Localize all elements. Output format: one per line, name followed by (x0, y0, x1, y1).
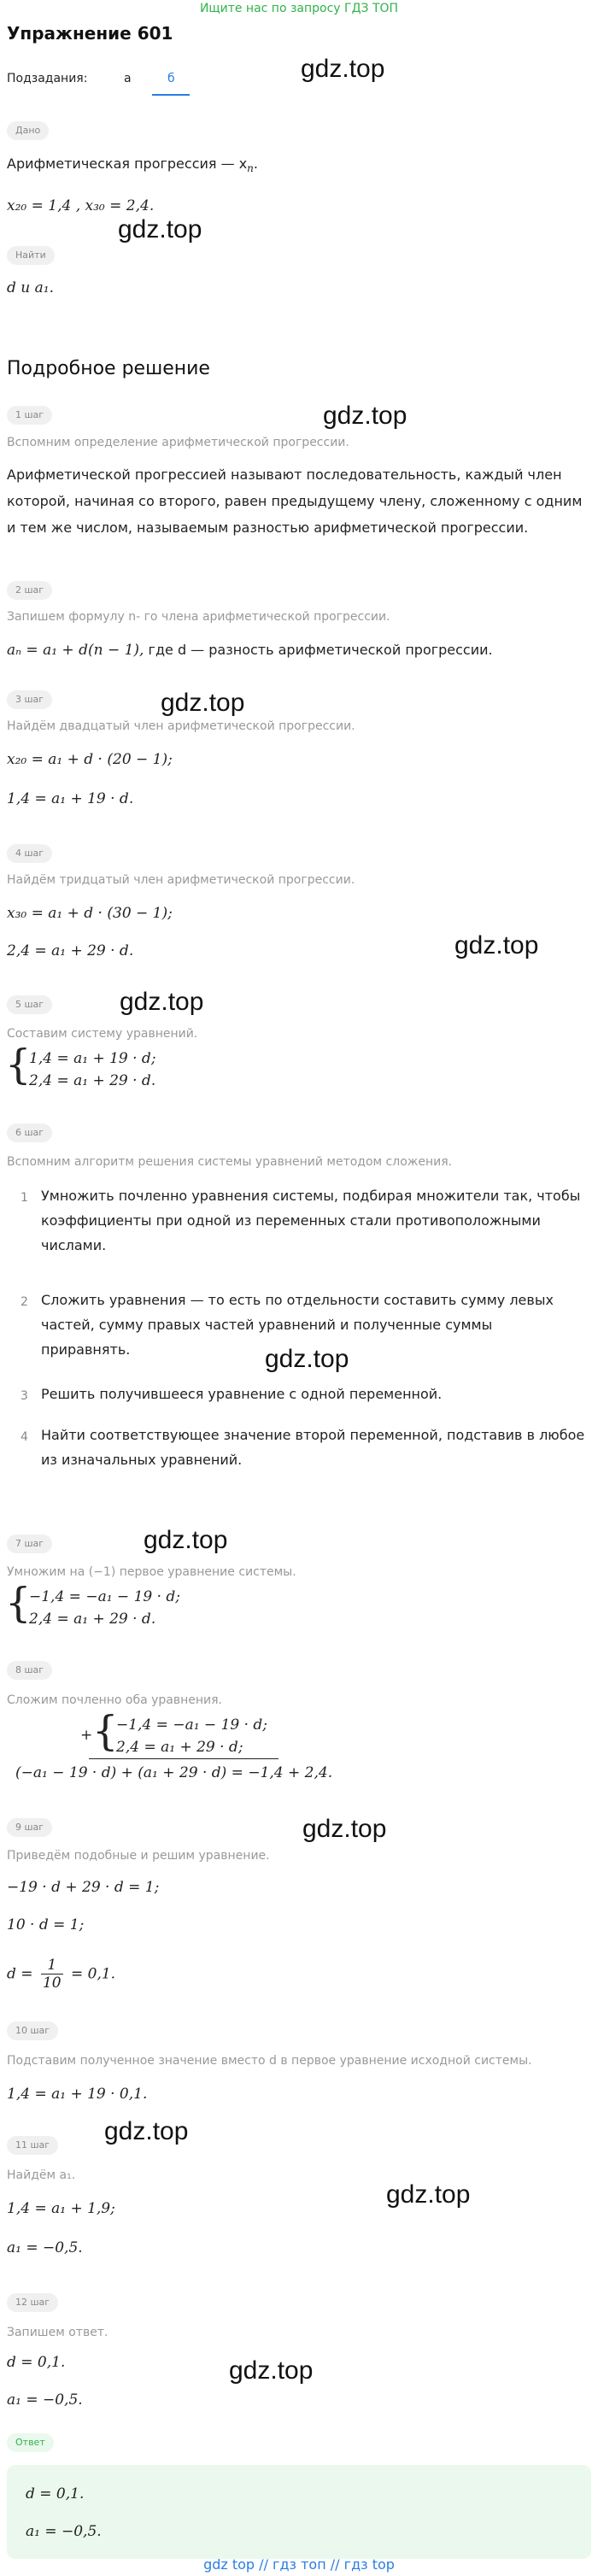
step-1-text: Арифметической прогрессией называют последовательность, каждый член которой, начиная со второго, равен предыдущему члену, сложенному с одним и тем же числом, называемым разностью арифметической прогрессии. (7, 466, 583, 537)
step-10-chip: 10 шаг (7, 2021, 58, 2040)
answer-formula-1: d = 0,1. (26, 2485, 85, 2503)
step-8-plus: + (80, 1727, 93, 1744)
step-8-chip: 8 шаг (7, 1661, 52, 1680)
step-1-chip: 1 шаг (7, 406, 52, 425)
active-tab-indicator (152, 94, 190, 96)
step-6-hint: Вспомним алгоритм решения системы уравнений методом сложения. (7, 1155, 453, 1169)
watermark-9: gdz.top (302, 1815, 387, 1843)
subtasks-label: Подзадания: (7, 72, 88, 85)
watermark-1: gdz.top (301, 55, 385, 83)
step-7-formula-2: 2,4 = a₁ + 29 · d. (29, 1611, 156, 1628)
step-9-formula-2: 10 · d = 1; (7, 1916, 85, 1933)
step-8-brace: { (92, 1707, 119, 1755)
step-12-chip: 12 шаг (7, 2293, 58, 2312)
footer-separator-1: // (259, 2556, 268, 2573)
step-11-formula-2: a₁ = −0,5. (7, 2239, 83, 2256)
top-banner-link[interactable]: Ищите нас по запросу ГДЗ ТОП (199, 2, 399, 15)
watermark-7: gdz.top (265, 1345, 349, 1373)
footer-link-3[interactable]: гдз top (343, 2556, 395, 2573)
step-11-hint: Найдём a₁. (7, 2168, 76, 2182)
tab-a[interactable]: а (124, 72, 132, 85)
step-3-formula-2: 1,4 = a₁ + 19 · d. (7, 790, 134, 807)
step-4-chip: 4 шаг (7, 844, 52, 863)
step-10-hint: Подставим полученное значение вместо d в первое уравнение исходной системы. (7, 2054, 532, 2068)
watermark-8: gdz.top (144, 1526, 228, 1554)
step-7-chip: 7 шаг (7, 1534, 52, 1553)
watermark-6: gdz.top (120, 988, 204, 1016)
find-chip: Найти (7, 246, 55, 265)
step-11-chip: 11 шаг (7, 2136, 58, 2155)
step-8-formula-3: (−a₁ − 19 · d) + (a₁ + 29 · d) = −1,4 + 2,4. (15, 1764, 333, 1781)
find-line: d и a₁. (7, 279, 54, 296)
algorithm-item-3: Решить получившееся уравнение с одной переменной. (41, 1386, 443, 1402)
footer-separator-2: // (330, 2556, 340, 2573)
step-2-chip: 2 шаг (7, 581, 52, 600)
step-5-formula-2: 2,4 = a₁ + 29 · d. (29, 1072, 156, 1089)
tab-b[interactable]: б (167, 72, 175, 85)
answer-chip: Ответ (7, 2433, 54, 2452)
step-2-hint: Запишем формулу n- го члена арифметической прогрессии. (7, 610, 390, 624)
algorithm-item-4: Найти соответствующее значение второй переменной, подставив в любое из изначальных уравнений. (41, 1427, 585, 1468)
step-3-chip: 3 шаг (7, 690, 52, 709)
step-6-chip: 6 шаг (7, 1124, 52, 1142)
step-12-hint: Запишем ответ. (7, 2326, 108, 2339)
step-12-formula-2: a₁ = −0,5. (7, 2391, 83, 2409)
step-3-formula-1: x₂₀ = a₁ + d · (20 − 1); (7, 751, 173, 768)
solution-title: Подробное решение (7, 358, 210, 379)
watermark-2: gdz.top (118, 215, 202, 244)
watermark-11: gdz.top (386, 2180, 471, 2209)
step-5-brace: { (5, 1041, 32, 1088)
step-5-chip: 5 шаг (7, 995, 52, 1014)
algorithm-item-1: Умножить почленно уравнения системы, подбирая множители так, чтобы коэффициенты при одной из переменных стали противоположными числами. (41, 1188, 581, 1253)
algorithm-item-2-number: 2 (21, 1295, 28, 1309)
step-2-formula: aₙ = a₁ + d(n − 1), где d — разность арифметической прогрессии. (7, 642, 493, 659)
step-7-hint: Умножим на (−1) первое уравнение системы. (7, 1565, 296, 1579)
step-4-formula-2: 2,4 = a₁ + 29 · d. (7, 942, 134, 959)
step-10-formula-1: 1,4 = a₁ + 19 · 0,1. (7, 2086, 148, 2103)
watermark-4: gdz.top (161, 689, 245, 717)
step-8-hint: Сложим почленно оба уравнения. (7, 1693, 223, 1707)
answer-formula-2: a₁ = −0,5. (26, 2523, 102, 2540)
step-9-chip: 9 шаг (7, 1818, 52, 1837)
step-7-formula-1: −1,4 = −a₁ − 19 · d; (29, 1588, 181, 1605)
step-11-formula-1: 1,4 = a₁ + 1,9; (7, 2200, 115, 2217)
page-title: Упражнение 601 (7, 23, 173, 44)
footer-link-2[interactable]: гдз топ (273, 2556, 326, 2573)
step-7-brace: { (5, 1579, 32, 1627)
watermark-10: gdz.top (104, 2117, 189, 2145)
step-4-formula-1: x₃₀ = a₁ + d · (30 − 1); (7, 905, 173, 922)
footer-links (0, 2555, 598, 2576)
step-9-formula-3: d = $\frac{1}{10}$ = 0,1. (7, 1957, 116, 1992)
step-9-hint: Приведём подобные и решим уравнение. (7, 1849, 270, 1863)
step-8-sum-line (89, 1758, 278, 1759)
step-9-formula-1: −19 · d + 29 · d = 1; (7, 1879, 160, 1896)
step-12-formula-1: d = 0,1. (7, 2354, 66, 2371)
given-line-2: x₂₀ = 1,4 , x₃₀ = 2,4. (7, 197, 155, 214)
watermark-5: gdz.top (454, 931, 539, 959)
algorithm-item-1-number: 1 (21, 1191, 28, 1205)
step-8-formula-1: −1,4 = −a₁ − 19 · d; (116, 1716, 268, 1734)
given-chip: Дано (7, 121, 49, 140)
footer-link-1[interactable]: gdz top (203, 2556, 255, 2573)
step-3-hint: Найдём двадцатый член арифметической прогрессии. (7, 719, 355, 733)
answer-box (7, 2465, 591, 2559)
step-5-hint: Составим систему уравнений. (7, 1027, 198, 1041)
watermark-3: gdz.top (323, 402, 407, 430)
algorithm-item-4-number: 4 (21, 1430, 28, 1444)
algorithm-item-3-number: 3 (21, 1389, 28, 1403)
step-4-hint: Найдём тридцатый член арифметической прогрессии. (7, 873, 355, 887)
watermark-12: gdz.top (229, 2356, 314, 2385)
given-line-1: Арифметическая прогрессия — $x_n$. (7, 155, 258, 175)
step-1-hint: Вспомним определение арифметической прогрессии. (7, 436, 349, 449)
step-8-formula-2: 2,4 = a₁ + 29 · d; (116, 1739, 243, 1756)
algorithm-item-2: Сложить уравнения — то есть по отдельности составить сумму левых частей, сумму правых частей уравнений и полученные суммы приравнять. (41, 1292, 554, 1358)
step-5-formula-1: 1,4 = a₁ + 19 · d; (29, 1050, 156, 1067)
